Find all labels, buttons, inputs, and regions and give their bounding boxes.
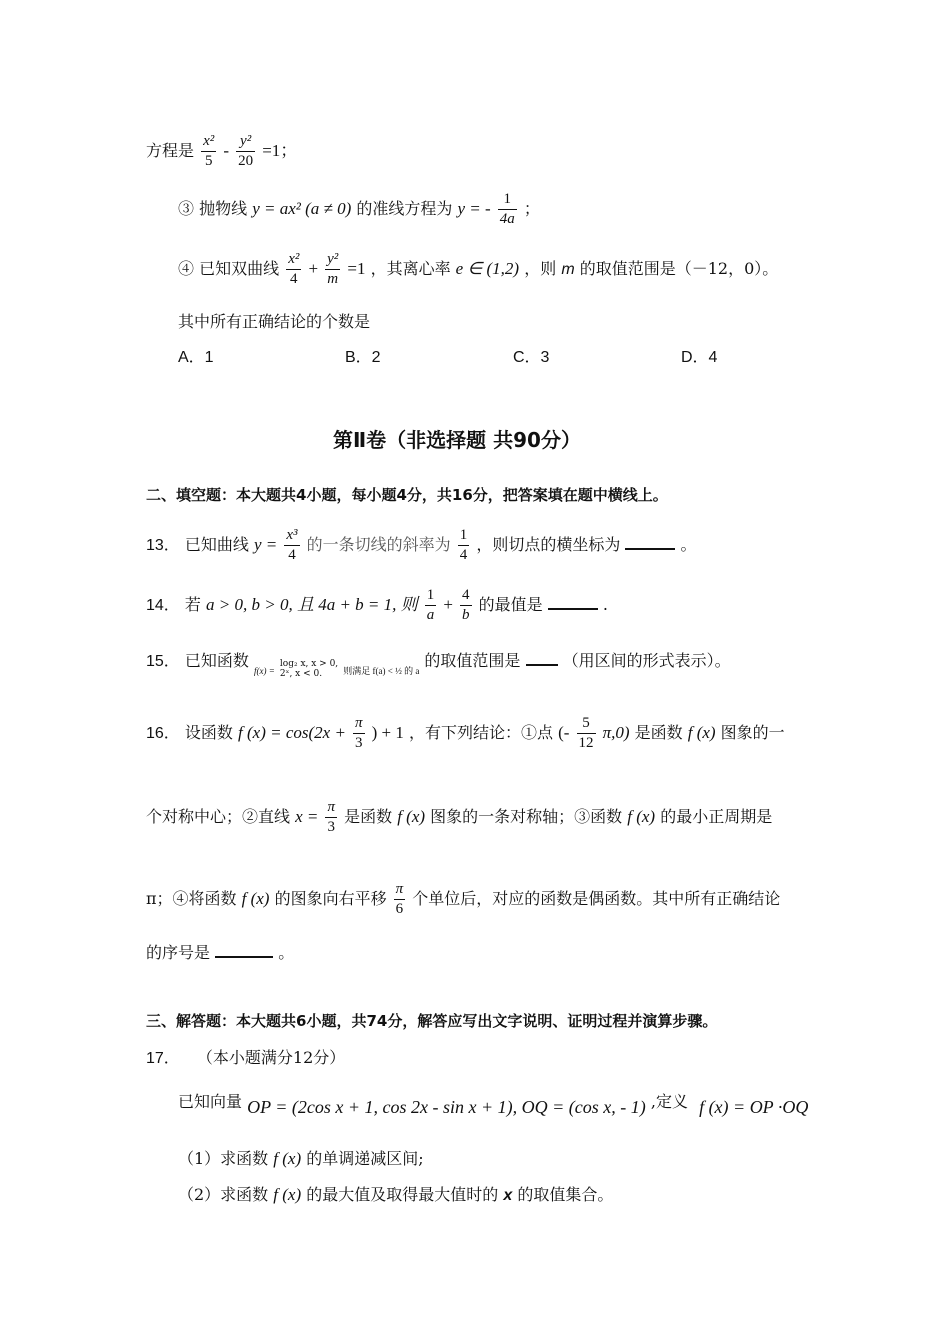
- option-a[interactable]: A．1: [178, 349, 214, 366]
- section-title: 第Ⅱ卷（非选择题 共90分）: [333, 428, 581, 452]
- fraction-y2-over-20: $\frac{\text{y²}}{20}$: [238, 133, 254, 169]
- piecewise-function: log₂ x, x > 0, 2ˣ, x < 0.: [279, 659, 339, 679]
- fraction-1-over-a: $\frac{1}{a}$: [426, 587, 435, 623]
- fraction-1-over-4: $\frac{1}{4}$: [459, 527, 468, 563]
- question-14: 14． 若 a > 0, b > 0, 且 4a + b = 1, 则 $\frac{1}{a}$ + $\frac{4}{b}$ 的最值是 .: [146, 587, 608, 623]
- question-15: 15． 已知函数 $_{f(x) =}$ log₂ x, x > 0, 2ˣ, x < 0. $_{则满足 f(a) < \frac{1}{2} 的 a}$ 的取值范围是 （用区间的形式表示）。: [146, 651, 731, 679]
- equation-line-1: 方程是 $\frac{\text{x²}}{5}$ - $\frac{\text{y²}}{20}$ =1；: [146, 133, 298, 169]
- statement-4: ④ 已知双曲线 $\frac{\text{x²}}{4}$ + $\frac{\text{y²}}{m}$ =1 ，其离心率 e ∈ (1,2) ，则 m 的取值范围是（－12，0）。: [178, 251, 779, 287]
- fraction-pi-over-6: $\frac{\pi}{6}$: [395, 881, 404, 917]
- fraction-pi-over-3: $\frac{\pi}{3}$: [355, 715, 363, 751]
- answer-blank-14[interactable]: [548, 594, 598, 610]
- question-prompt: 其中所有正确结论的个数是: [178, 312, 371, 331]
- fraction-4-over-b: $\frac{4}{b}$: [462, 587, 470, 623]
- fraction-pi-over-3-b: $\frac{\pi}{3}$: [327, 799, 335, 835]
- question-17-header: 17． （本小题满分12分）: [146, 1048, 346, 1067]
- question-16: 16． 设函数 f (x) = cos(2x + $\frac{\pi}{3}$ ) + 1 ，有下列结论：①点 (- $\frac{5}{12}$ π,0) 是函数 f (x) 图象的一: [146, 715, 785, 751]
- option-c[interactable]: C．3: [513, 349, 550, 366]
- part2-header: 二、填空题：本大题共4小题，每小题4分，共16分，把答案填在题中横线上。: [146, 486, 668, 504]
- question-17-vectors: 已知向量 OP = (2cos x + 1, cos 2x - sin x + 1), OQ = (cos x, - 1) ,定义 f (x) = OP ·OQ: [178, 1092, 809, 1117]
- part3-header: 三、解答题：本大题共6小题，共74分，解答应写出文字说明、证明过程并演算步骤。: [146, 1012, 718, 1030]
- fraction-x2-over-5: $\frac{\text{x²}}{5}$: [203, 133, 215, 169]
- fraction-x2-over-4: $\frac{\text{x²}}{4}$: [288, 251, 300, 287]
- fraction-x3-over-4: $\frac{\text{x³}}{4}$: [286, 527, 298, 563]
- question-13: 13． 已知曲线 y = $\frac{\text{x³}}{4}$ 的一条切线的斜率为 $\frac{1}{4}$ ，则切点的横坐标为 。: [146, 527, 697, 563]
- option-d[interactable]: D．4: [681, 349, 718, 366]
- prefix-text: 方程是: [146, 141, 195, 160]
- answer-blank-15[interactable]: [526, 650, 558, 666]
- question-17-part-1: （1）求函数 f (x) 的单调递减区间;: [178, 1149, 424, 1168]
- question-16-line-4: 的序号是 。: [146, 943, 295, 962]
- statement-3: ③ 抛物线 y = ax² (a ≠ 0) 的准线方程为 y = - $\frac{1}{4a}$ ；: [178, 191, 540, 227]
- answer-blank-16[interactable]: [215, 942, 273, 958]
- answer-blank-13[interactable]: [625, 534, 675, 550]
- fraction-5-over-12: $\frac{5}{12}$: [578, 715, 594, 751]
- question-17-part-2: （2）求函数 f (x) 的最大值及取得最大值时的 x 的取值集合。: [178, 1185, 614, 1204]
- fraction-y2-over-m: $\frac{\text{y²}}{m}$: [327, 251, 339, 287]
- option-b[interactable]: B．2: [345, 349, 381, 366]
- question-16-line-3: π；④将函数 f (x) 的图象向右平移 $\frac{\pi}{6}$ 个单位后，对应的函数是偶函数。其中所有正确结论: [146, 881, 781, 917]
- fraction-1-over-4a: $\frac{1}{4a}$: [499, 191, 515, 227]
- question-16-line-2: 个对称中心；②直线 x = $\frac{\pi}{3}$ 是函数 f (x) 图象的一条对称轴；③函数 f (x) 的最小正周期是: [146, 799, 773, 835]
